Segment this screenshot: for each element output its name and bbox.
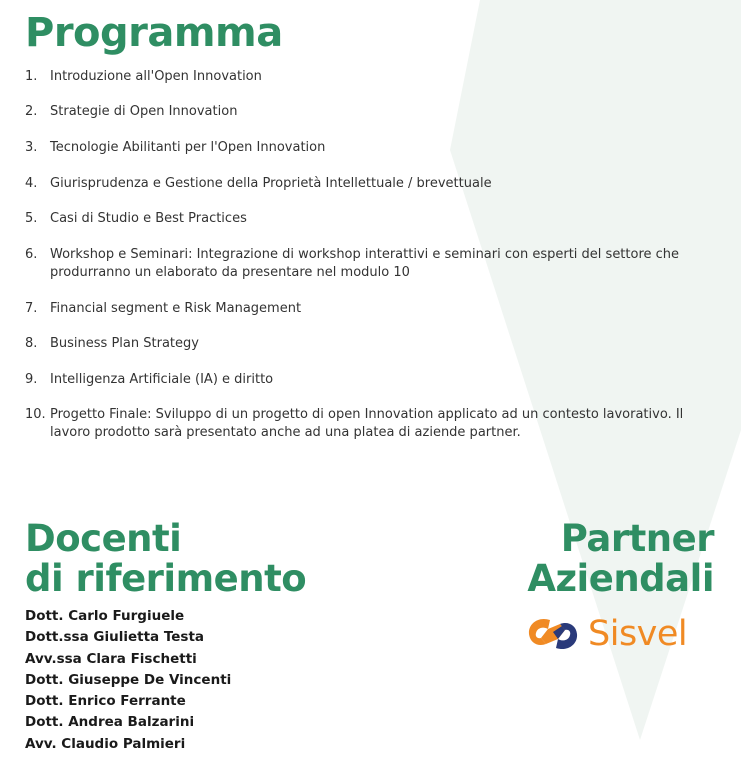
item-text: Workshop e Seminari: Integrazione di workshop interattivi e seminari con esperti del settore che produrranno un elaborato da presentare nel modulo 10 — [50, 247, 680, 280]
item-number: 8. — [25, 336, 38, 351]
sisvel-logo-text: Sisvel — [588, 614, 688, 654]
program-item — [25, 300, 715, 318]
teacher-name: Dott. Carlo Furgiuele — [25, 608, 185, 624]
sisvel-logo-icon — [524, 614, 582, 654]
teacher-name: Dott. Andrea Balzarini — [25, 714, 195, 731]
item-number: 4. — [25, 176, 38, 191]
program-item — [25, 68, 715, 86]
item-number: 9. — [25, 372, 38, 387]
item-text: Business Plan Strategy — [50, 336, 199, 351]
item-text: Progetto Finale: Sviluppo di un progetto di open Innovation applicato ad un contesto lavorativo. Il lavoro prodotto sarà presentato anche ad una platea di aziende partner. — [50, 407, 684, 440]
sisvel-logo — [524, 612, 687, 656]
program-item — [25, 371, 715, 389]
item-text: Introduzione all'Open Innovation — [50, 69, 262, 84]
item-number: 1. — [25, 69, 38, 84]
docenti-heading — [25, 519, 306, 599]
partner-heading-line1: Partner — [560, 517, 714, 560]
teacher-name: Avv.ssa Clara Fischetti — [25, 650, 197, 667]
teacher-name: Dott.ssa Giulietta Testa — [25, 629, 205, 646]
item-text: Financial segment e Risk Management — [50, 301, 302, 316]
program-item — [25, 175, 715, 193]
partner-heading-line2: Aziendali — [527, 557, 714, 600]
item-number: 7. — [25, 301, 38, 316]
item-number: 3. — [25, 140, 38, 155]
program-item — [25, 335, 715, 353]
program-item — [25, 103, 715, 121]
item-number: 10. — [25, 407, 46, 422]
item-text: Tecnologie Abilitanti per l'Open Innovation — [50, 140, 326, 155]
item-text: Intelligenza Artificiale (IA) e diritto — [50, 372, 274, 387]
docenti-heading-line2: di riferimento — [25, 557, 307, 600]
item-text: Giurisprudenza e Gestione della Proprietà Intellettuale / brevettuale — [50, 176, 492, 191]
programma-heading: Programma — [25, 10, 283, 56]
item-text: Casi di Studio e Best Practices — [50, 211, 247, 226]
item-number: 2. — [25, 104, 38, 119]
program-item — [25, 139, 715, 157]
teacher-name: Dott. Enrico Ferrante — [25, 693, 186, 710]
item-text: Strategie di Open Innovation — [50, 104, 238, 119]
item-number: 5. — [25, 211, 38, 226]
teacher-name: Dott. Giuseppe De Vincenti — [25, 671, 232, 688]
item-number: 6. — [25, 247, 38, 262]
teacher-name: Avv. Claudio Palmieri — [25, 735, 186, 752]
program-item — [25, 406, 715, 442]
docenti-heading-line1: Docenti — [25, 517, 182, 560]
partner-heading — [527, 519, 714, 599]
program-item — [25, 210, 715, 228]
teacher-list — [25, 606, 231, 755]
program-item — [25, 246, 715, 282]
